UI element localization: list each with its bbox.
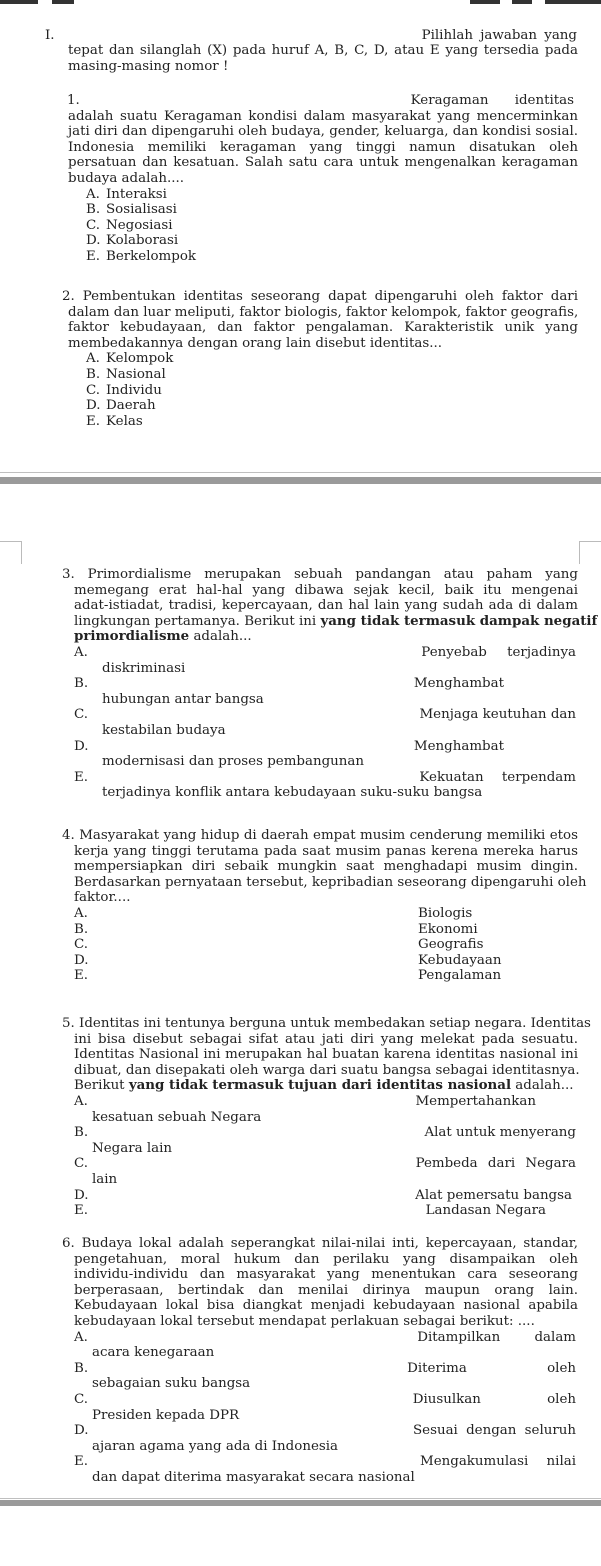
option-a[interactable]: A. Penyebab terjadinya: [74, 644, 576, 660]
option-e[interactable]: E. Berkelompok: [86, 248, 196, 264]
question-5-line-3: Identitas Nasional ini merupakan hal buatan karena identitas nasional ini: [74, 1047, 578, 1063]
question-3-line-2: memegang erat hal-hal yang dibawa sejak kecil, baik itu mengenai: [74, 582, 578, 598]
option-a[interactable]: A. Mempertahankan: [74, 1093, 536, 1109]
option-a[interactable]: A. Kelompok: [86, 351, 174, 367]
option-c[interactable]: C. Negosiasi: [86, 217, 173, 233]
question-2-line-4: membedakannya dengan orang lain disebut identitas...: [68, 335, 442, 351]
question-5-line-5: Berikut yang tidak termasuk tujuan dari identitas nasional adalah...: [74, 1077, 574, 1094]
instruction-line-3: masing-masing nomor !: [68, 59, 229, 74]
option-d[interactable]: D. Alat pemersatu bangsa: [74, 1187, 572, 1203]
question-2-options: [62, 351, 578, 429]
option-c[interactable]: C. Individu: [86, 382, 162, 398]
option-b[interactable]: B. Diterima oleh: [74, 1360, 576, 1376]
question-6-line-2: pengetahuan, moral hukum dan perilaku yang disampaikan oleh: [74, 1251, 578, 1267]
instruction-line-2: tepat dan silanglah (X) pada huruf A, B, C, D, atau E yang tersedia pada: [68, 43, 578, 58]
question-2: [62, 289, 578, 429]
question-4: [62, 828, 587, 984]
question-3-line-1: 3. Primordialisme merupakan sebuah pandangan atau paham yang: [62, 567, 578, 582]
question-4-line-3: mempersiapkan diri sebaik mungkin saat menghadapi musim dingin.: [74, 859, 578, 875]
question-6-options: A. Ditampilkan dalam acara kenegaraan B. Diterima oleh sebagaian suku bangsa C. Diusulkan oleh Presiden kepada DPR D. Sesuai dengan seluruh ajaran agama yang ada di Indonesia E. Mengakumulasi nilai dan dapat diterima masyarakat secara nasional: [62, 1330, 578, 1486]
option-e[interactable]: E. Mengakumulasi nilai: [74, 1454, 576, 1470]
question-1-line-2: jati diri dan dipengaruhi oleh budaya, gender, keluarga, dan kondisi sosial.: [68, 124, 578, 140]
page-edge-line: [0, 472, 601, 473]
page-corner-left: [0, 541, 22, 564]
question-4-line-1: 4. Masyarakat yang hidup di daerah empat musim cenderung memiliki etos: [62, 828, 578, 843]
question-1-line-5: budaya adalah....: [68, 170, 185, 186]
page-divider: [0, 477, 601, 484]
bottom-edge-line: [0, 1498, 601, 1499]
question-1-options: [62, 187, 578, 265]
section-number: I.: [45, 28, 55, 43]
question-6-line-5: Kebudayaan lokal bisa diangkat menjadi kebudayaan nasional apabila: [74, 1298, 578, 1314]
question-6-line-4: berperasaan, bertindak dan menilai dirinya maupun orang lain.: [74, 1282, 578, 1298]
cropped-top-strip: [0, 0, 601, 5]
question-4-line-2: kerja yang tinggi terutama pada saat musim panas kerena mereka harus: [74, 843, 578, 859]
page-corner-right: [579, 541, 601, 564]
question-3: [62, 567, 598, 801]
option-c[interactable]: C. Menjaga keutuhan dan: [74, 707, 576, 723]
question-5-line-4: dibuat, dan disepakati oleh warga dari suatu bangsa sebagai identitasnya.: [74, 1062, 580, 1078]
option-d[interactable]: D. Kebudayaan: [74, 952, 502, 968]
option-a[interactable]: A. Ditampilkan dalam: [74, 1329, 576, 1345]
question-6-line-6: kebudayaan lokal tersebut mendapat perlakuan sebagai berikut: ....: [74, 1313, 535, 1329]
question-1-line-1: adalah suatu Keragaman kondisi dalam masyarakat yang mencerminkan: [68, 108, 578, 124]
option-d[interactable]: D. Sesuai dengan seluruh: [74, 1423, 576, 1439]
question-4-line-5: faktor....: [74, 890, 131, 906]
option-e[interactable]: E. Kelas: [86, 413, 143, 429]
option-e[interactable]: E. Kekuatan terpendam: [74, 769, 576, 785]
question-6-line-1: 6. Budaya lokal adalah seperangkat nilai-nilai inti, kepercayaan, standar,: [62, 1236, 578, 1251]
instruction-line-1: Pilihlah jawaban yang: [421, 28, 577, 43]
question-2-line-3: faktor kebudayaan, dan faktor pengalaman. Karakteristik unik yang: [68, 320, 578, 336]
option-c[interactable]: C. Pembeda dari Negara: [74, 1156, 576, 1172]
question-2-line-1: 2. Pembentukan identitas seseorang dapat dipengaruhi oleh faktor dari: [62, 289, 578, 304]
option-d[interactable]: D. Menghambat: [74, 738, 504, 754]
question-3-line-4: lingkungan pertamanya. Berikut ini yang tidak termasuk dampak negatif: [74, 612, 598, 629]
question-5: [62, 1016, 591, 1219]
option-d[interactable]: D. Daerah: [86, 398, 156, 414]
option-e[interactable]: E. Landasan Negara: [74, 1203, 546, 1219]
option-c[interactable]: C. Geografis: [74, 937, 484, 953]
question-6: [62, 1236, 578, 1486]
option-b[interactable]: B. Ekonomi: [74, 921, 478, 937]
question-5-line-2: ini bisa disebut sebagai sifat atau jati diri yang melekat pada sesuatu.: [74, 1031, 578, 1047]
option-a[interactable]: A. Biologis: [74, 905, 473, 921]
question-1: [62, 93, 578, 265]
bottom-divider: [0, 1500, 601, 1506]
question-1-line-3: Indonesia memiliki keragaman yang tinggi namun disatukan oleh: [68, 139, 578, 155]
option-c[interactable]: C. Diusulkan oleh: [74, 1391, 576, 1407]
option-b[interactable]: B. Nasional: [86, 366, 166, 382]
question-3-options: A. Penyebab terjadinya diskriminasi B. Menghambat hubungan antar bangsa C. Menjaga keutuhan dan kestabilan budaya D. Menghambat modernisasi dan proses pembangunan E. Kekuatan terpendam terjadinya konflik antara kebudayaan suku-suku bangsa: [62, 645, 578, 801]
question-1-head-right: Keragaman identitas: [410, 93, 574, 108]
question-4-line-4: Berdasarkan pernyataan tersebut, kepribadian seseorang dipengaruhi oleh: [74, 874, 587, 890]
question-1-number: 1.: [67, 93, 80, 108]
question-4-options: [62, 906, 578, 984]
option-b[interactable]: B. Alat untuk menyerang: [74, 1125, 576, 1141]
question-3-line-3: adat-istiadat, tradisi, kepercayaan, dan hal lain yang sudah ada di dalam: [74, 598, 578, 614]
question-3-line-5: primordialisme adalah...: [74, 628, 252, 645]
question-5-line-1: 5. Identitas ini tentunya berguna untuk membedakan setiap negara. Identitas: [62, 1016, 591, 1031]
question-2-line-2: dalam dan luar meliputi, faktor biologis, faktor kelompok, faktor geografis,: [68, 304, 579, 320]
option-b[interactable]: B. Menghambat: [74, 676, 504, 692]
option-a[interactable]: A. Interaksi: [86, 186, 167, 202]
question-1-line-4: persatuan dan kesatuan. Salah satu cara untuk mengenalkan keragaman: [68, 155, 578, 171]
question-6-line-3: individu-individu dan masyarakat yang menentukan cara seseorang: [74, 1267, 578, 1283]
option-e[interactable]: E. Pengalaman: [74, 968, 502, 984]
option-d[interactable]: D. Kolaborasi: [86, 233, 179, 249]
option-b[interactable]: B. Sosialisasi: [86, 202, 177, 218]
question-5-options: A. Mempertahankan kesatuan sebuah Negara B. Alat untuk menyerang Negara lain C. Pembeda dari Negara lain D. Alat pemersatu bangsa E. Landasan Negara: [62, 1094, 578, 1219]
